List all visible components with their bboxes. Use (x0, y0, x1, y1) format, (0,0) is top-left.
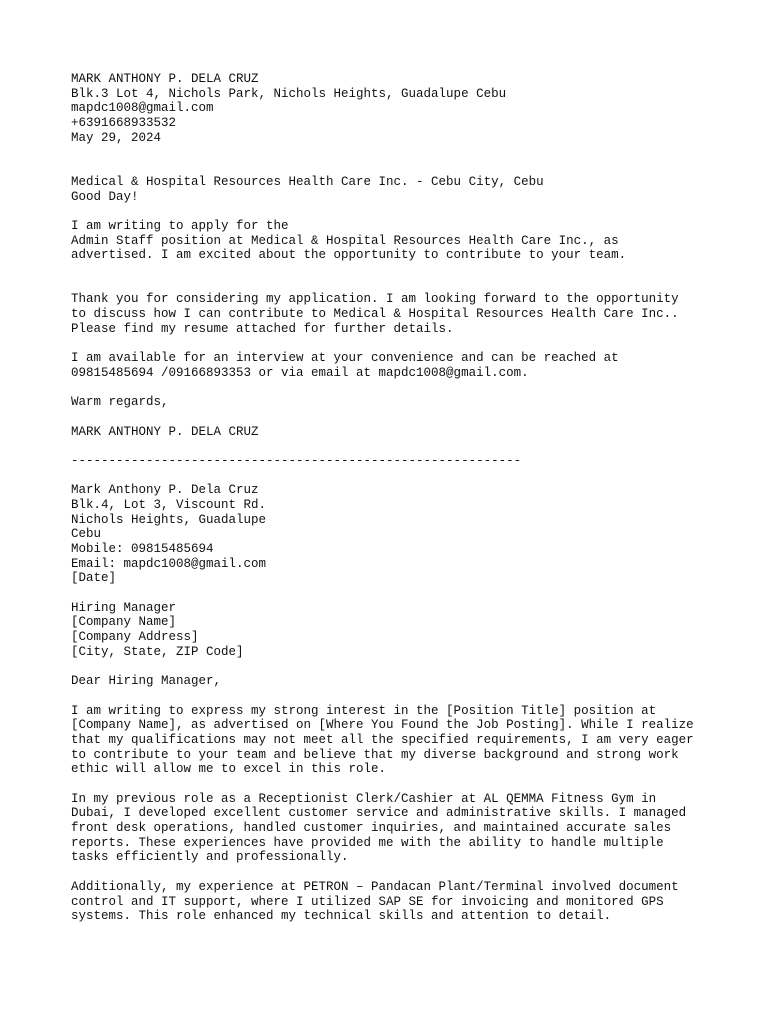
addressee-block (71, 601, 751, 660)
paragraph-line: ethic will allow me to excel in this role. (71, 762, 387, 777)
paragraph-line: 09815485694 /09166893353 or via email at mapdc1008@gmail.com. (71, 365, 529, 380)
sender-street: Blk.4, Lot 3, Viscount Rd. (71, 497, 267, 512)
company-address-placeholder: [Company Address] (71, 630, 199, 645)
sender-name: Mark Anthony P. Dela Cruz (71, 483, 259, 498)
paragraph-line: I am available for an interview at your convenience and can be reached at (71, 351, 619, 366)
recipient-block (71, 175, 751, 204)
paragraph-line: to contribute to your team and believe that my diverse background and strong work (71, 747, 679, 762)
cover-letter-page (71, 72, 751, 924)
sender-name: MARK ANTHONY P. DELA CRUZ (71, 72, 259, 86)
body-paragraph-3 (71, 880, 751, 924)
sender-email: Email: mapdc1008@gmail.com (71, 556, 267, 571)
body-paragraph-1 (71, 704, 751, 777)
thanks-paragraph (71, 292, 751, 336)
paragraph-line: I am writing to apply for the (71, 218, 289, 233)
salutation: Dear Hiring Manager, (71, 674, 222, 689)
closing-line: Warm regards, (71, 395, 169, 410)
company-name-placeholder: [Company Name] (71, 615, 177, 630)
addressee-title: Hiring Manager (71, 600, 177, 615)
paragraph-line: front desk operations, handled customer inquiries, and maintained accurate sales (71, 821, 672, 836)
paragraph-line: reports. These experiences have provided me with the ability to handle multiple (71, 835, 664, 850)
paragraph-line: I am writing to express my strong interest in the [Position Title] position at (71, 703, 657, 718)
paragraph-line: to discuss how I can contribute to Medical & Hospital Resources Health Care Inc.. (71, 307, 679, 322)
sender-address: Blk.3 Lot 4, Nichols Park, Nichols Heights, Guadalupe Cebu (71, 86, 507, 101)
sender-city: Cebu (71, 527, 102, 542)
signature-name: MARK ANTHONY P. DELA CRUZ (71, 424, 259, 439)
second-sender-header (71, 483, 751, 586)
paragraph-line: systems. This role enhanced my technical skills and attention to detail. (71, 909, 612, 924)
paragraph-line: tasks efficiently and professionally. (71, 850, 349, 865)
availability-paragraph (71, 351, 751, 380)
sender-email: mapdc1008@gmail.com (71, 101, 214, 116)
paragraph-line: Thank you for considering my application. I am looking forward to the opportunity (71, 292, 679, 307)
paragraph-line: In my previous role as a Receptionist Clerk/Cashier at AL QEMMA Fitness Gym in (71, 791, 657, 806)
paragraph-line: that my qualifications may not meet all the specified requirements, I am very eager (71, 732, 694, 747)
letter-date: May 29, 2024 (71, 130, 162, 145)
sender-mobile: Mobile: 09815485694 (71, 542, 214, 557)
section-separator: ------------------------------------------------------------ (71, 453, 522, 468)
greeting: Good Day! (71, 189, 139, 204)
paragraph-line: advertised. I am excited about the opportunity to contribute to your team. (71, 248, 627, 263)
sender-locality: Nichols Heights, Guadalupe (71, 512, 267, 527)
sender-phone: +6391668933532 (71, 116, 177, 131)
date-placeholder: [Date] (71, 571, 117, 586)
body-paragraph-2 (71, 792, 751, 865)
paragraph-line: Admin Staff position at Medical & Hospital Resources Health Care Inc., as (71, 233, 619, 248)
intro-paragraph (71, 219, 751, 263)
paragraph-line: [Company Name], as advertised on [Where You Found the Job Posting]. While I realize (71, 718, 694, 733)
recipient-company: Medical & Hospital Resources Health Care Inc. - Cebu City, Cebu (71, 174, 544, 189)
paragraph-line: Additionally, my experience at PETRON – Pandacan Plant/Terminal involved document (71, 879, 679, 894)
paragraph-line: Please find my resume attached for further details. (71, 321, 454, 336)
paragraph-line: Dubai, I developed excellent customer service and administrative skills. I managed (71, 806, 687, 821)
paragraph-line: control and IT support, where I utilized SAP SE for invoicing and monitored GPS (71, 894, 664, 909)
city-state-zip-placeholder: [City, State, ZIP Code] (71, 644, 244, 659)
sender-header (71, 72, 751, 145)
